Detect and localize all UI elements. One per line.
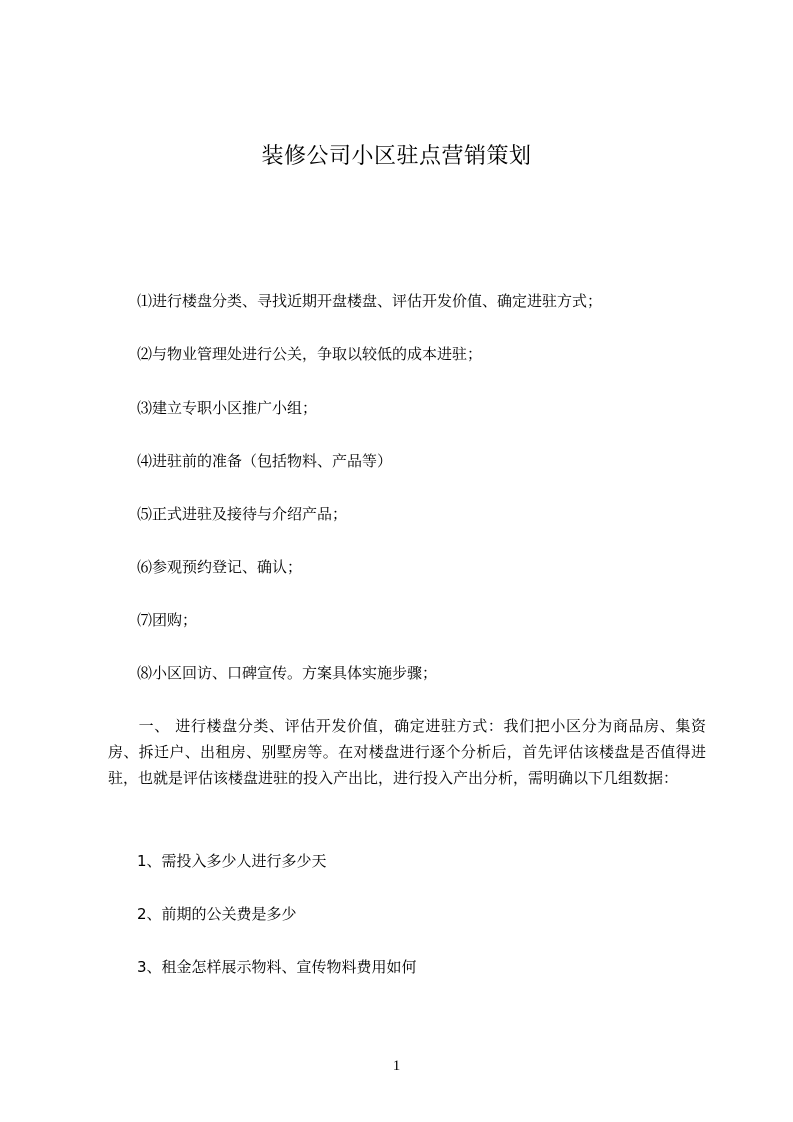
data-item-3: 3、租金怎样展示物料、宣传物料费用如何 [137,958,417,976]
step-item-2: ⑵与物业管理处进行公关，争取以较低的成本进驻； [137,345,483,363]
data-item-1: 1、需投入多少人进行多少天 [137,852,327,870]
page-number: 1 [392,1058,401,1074]
step-item-3: ⑶建立专职小区推广小组； [137,399,318,417]
section-one-text: 一、 进行楼盘分类、评估开发价值，确定进驻方式：我们把小区分为商品房、集资房、拆迁户、出租房、别墅房等。在对楼盘进行逐个分析后，首先评估该楼盘是否值得进驻，也就是评估该楼盘进驻的投入产出比，进行投入产出分析，需明确以下几组数据： [108,717,706,787]
section-one-paragraph [108,713,706,791]
step-item-4: ⑷进驻前的准备（包括物料、产品等） [137,452,393,470]
data-item-2: 2、前期的公关费是多少 [137,905,297,923]
step-item-8: ⑻小区回访、口碑宣传。方案具体实施步骤； [137,664,438,682]
document-title: 装修公司小区驻点营销策划 [261,144,532,169]
step-item-7: ⑺团购； [137,611,198,629]
step-item-5: ⑸正式进驻及接待与介绍产品； [137,505,348,523]
step-item-6: ⑹参观预约登记、确认； [137,558,303,576]
step-item-1: ⑴进行楼盘分类、寻找近期开盘楼盘、评估开发价值、确定进驻方式； [137,292,603,310]
